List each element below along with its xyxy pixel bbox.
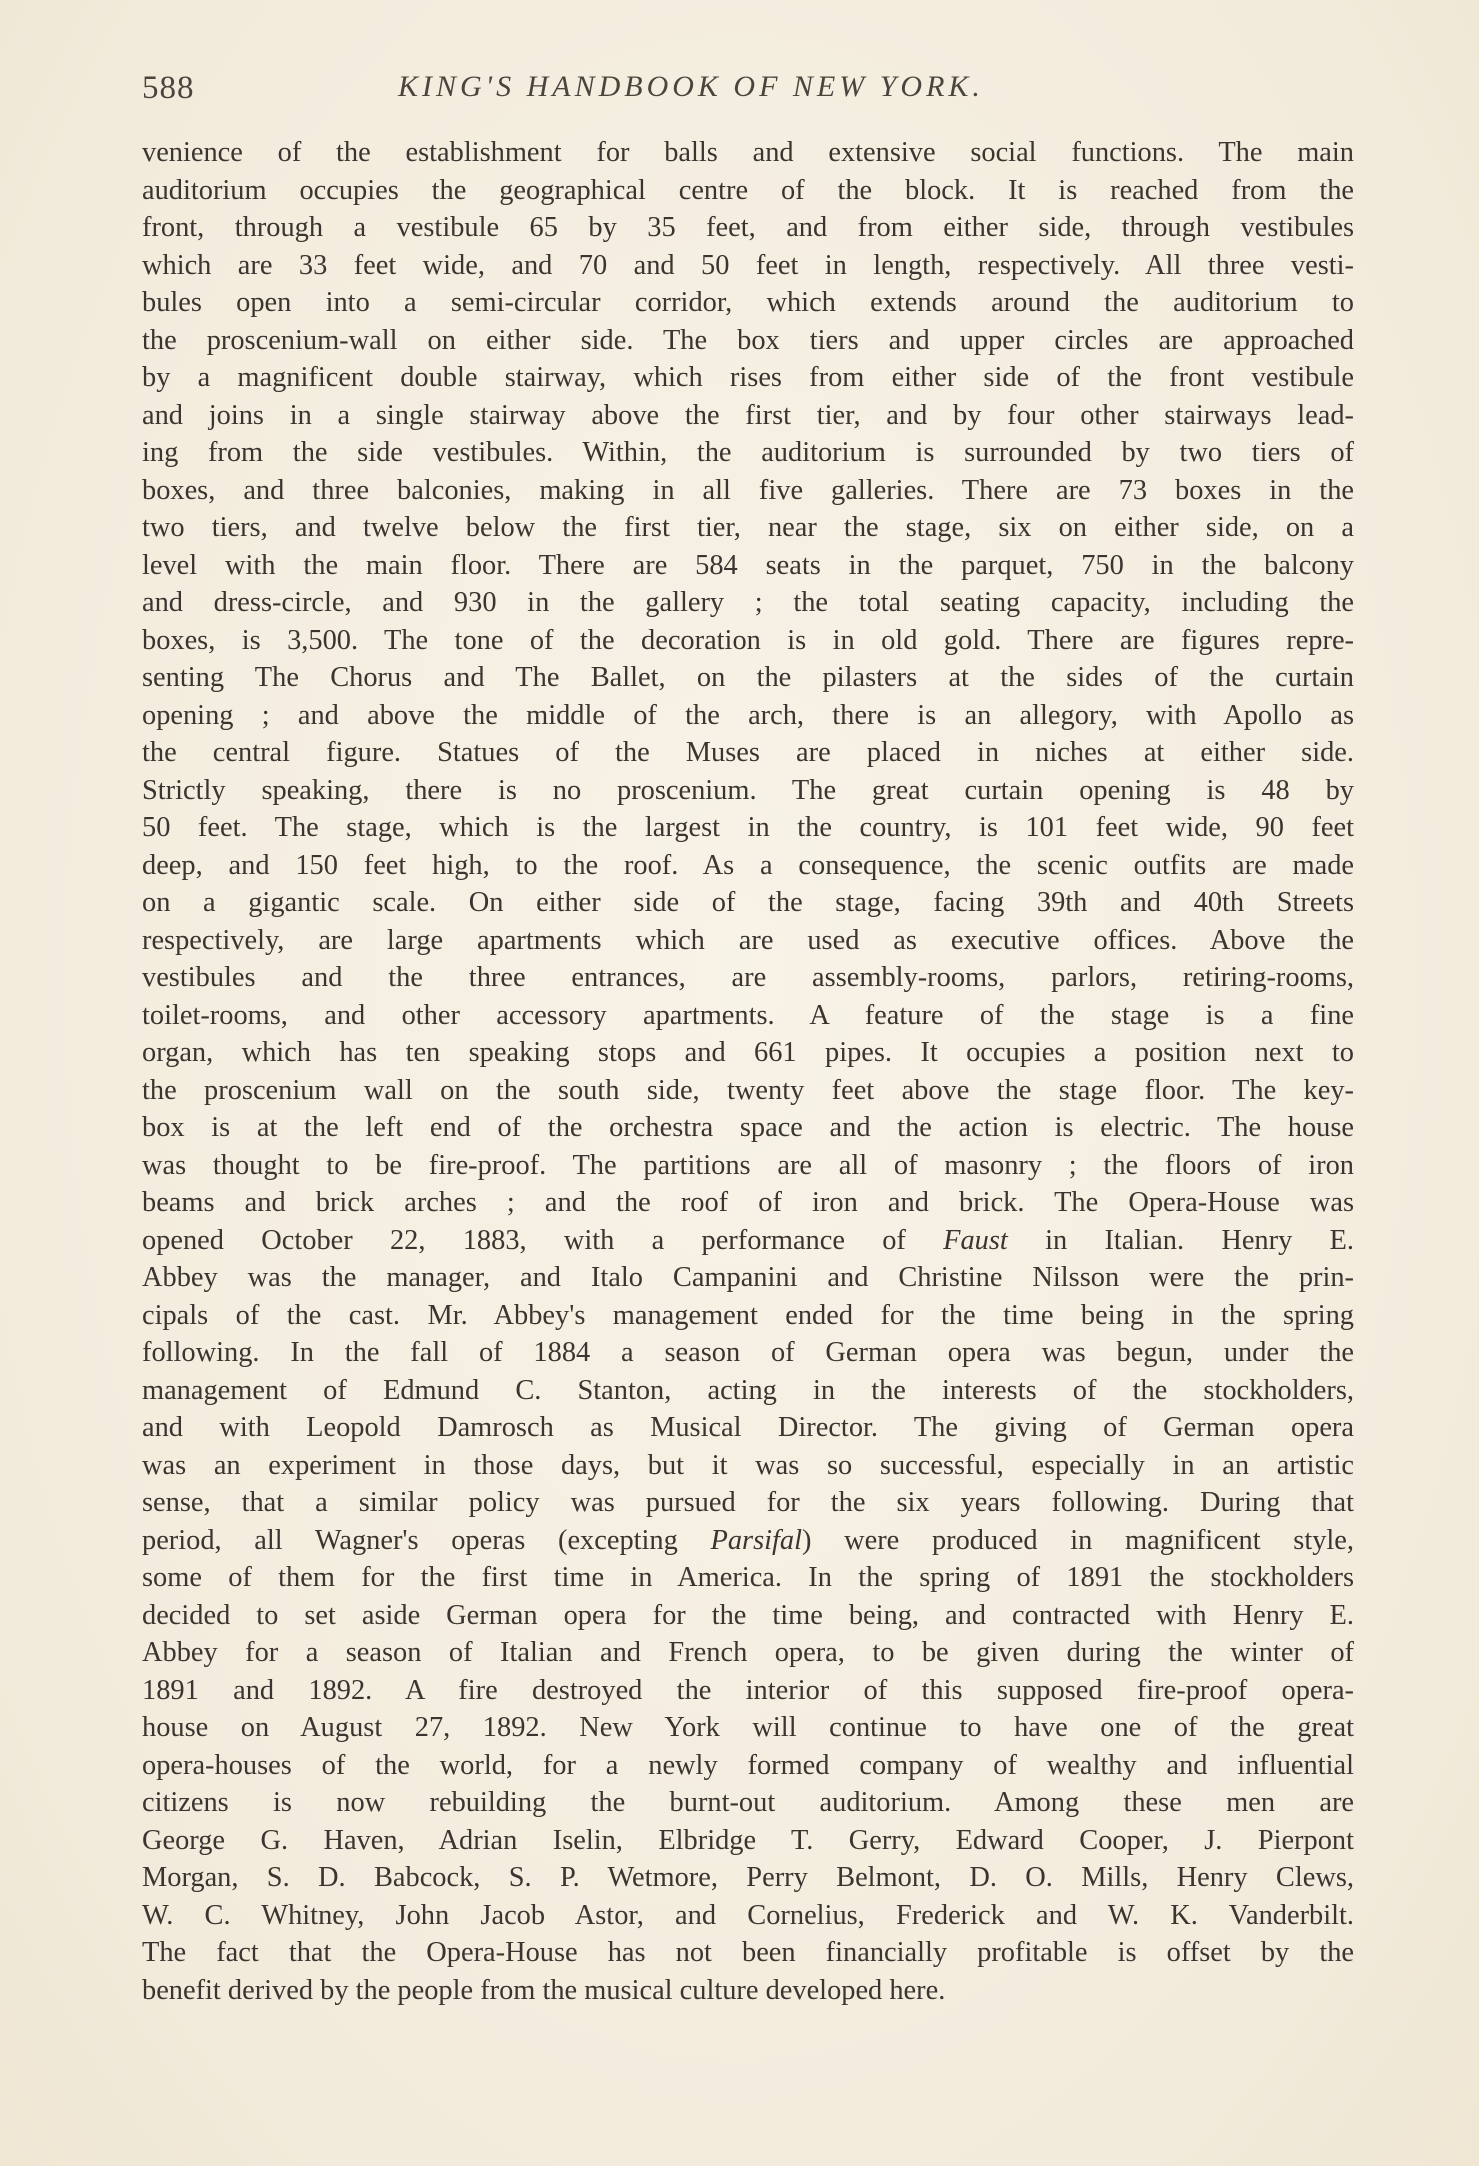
text-line: some of them for the first time in America. In the spring of 1891 the stockholders (142, 1562, 1354, 1593)
page-number: 588 (142, 70, 195, 106)
text-line: and with Leopold Damrosch as Musical Director. The giving of German opera (142, 1412, 1354, 1443)
text-line: beams and brick arches ; and the roof of iron and brick. The Opera-House was (142, 1187, 1354, 1218)
text-line: two tiers, and twelve below the first tier, near the stage, six on either side, on a (142, 512, 1354, 543)
text-line: was an experiment in those days, but it was so successful, especially in an artistic (142, 1449, 1354, 1481)
text-line: the proscenium wall on the south side, twenty feet above the stage floor. The key- (142, 1074, 1354, 1106)
text-line: The fact that the Opera-House has not been financially profitable is offset by the (142, 1937, 1354, 1968)
running-title: KING'S HANDBOOK OF NEW YORK. (398, 70, 984, 103)
text-line: decided to set aside German opera for the time being, and contracted with Henry E. (142, 1599, 1354, 1631)
text-line: George G. Haven, Adrian Iselin, Elbridge T. Gerry, Edward Cooper, J. Pierpont (142, 1824, 1354, 1856)
text-line: toilet-rooms, and other accessory apartments. A feature of the stage is a fine (142, 999, 1354, 1031)
text-line: and dress-circle, and 930 in the gallery ; the total seating capacity, including the (142, 587, 1354, 618)
body-text (142, 134, 1354, 2009)
text-line: opera-houses of the world, for a newly formed company of wealthy and influential (142, 1749, 1354, 1781)
text-line: venience of the establishment for balls and extensive social functions. The main (142, 137, 1354, 168)
text-line-parsifal: period, all Wagner's operas (excepting Parsifal) were produced in magnificent style, (142, 1524, 1354, 1556)
text-line: deep, and 150 feet high, to the roof. As a consequence, the scenic outfits are made (142, 849, 1354, 881)
text-line: 1891 and 1892. A fire destroyed the interior of this supposed fire-proof opera- (142, 1674, 1354, 1706)
text-line: benefit derived by the people from the musical culture developed here. (142, 1974, 946, 2006)
text-line: W. C. Whitney, John Jacob Astor, and Cornelius, Frederick and W. K. Vanderbilt. (142, 1899, 1354, 1931)
text-line: and joins in a single stairway above the first tier, and by four other stairways lead- (142, 399, 1354, 431)
text-line: Morgan, S. D. Babcock, S. P. Wetmore, Perry Belmont, D. O. Mills, Henry Clews, (142, 1862, 1354, 1893)
text-line: cipals of the cast. Mr. Abbey's management ended for the time being in the spring (142, 1299, 1354, 1331)
text-line: respectively, are large apartments which are used as executive offices. Above the (142, 924, 1354, 956)
text-line: opening ; and above the middle of the arch, there is an allegory, with Apollo as (142, 699, 1354, 731)
text-line: on a gigantic scale. On either side of the stage, facing 39th and 40th Streets (142, 887, 1354, 918)
text-line: ing from the side vestibules. Within, the auditorium is surrounded by two tiers of (142, 437, 1354, 468)
text-line: by a magnificent double stairway, which rises from either side of the front vestibule (142, 362, 1354, 393)
text-line: following. In the fall of 1884 a season of German opera was begun, under the (142, 1337, 1354, 1368)
text-line: level with the main floor. There are 584 seats in the parquet, 750 in the balcony (142, 549, 1354, 581)
text-line: boxes, is 3,500. The tone of the decoration is in old gold. There are figures repre- (142, 624, 1354, 656)
text-line: sense, that a similar policy was pursued for the six years following. During that (142, 1487, 1354, 1518)
text-line: Strictly speaking, there is no proscenium. The great curtain opening is 48 by (142, 774, 1354, 806)
text-line: box is at the left end of the orchestra space and the action is electric. The house (142, 1112, 1354, 1143)
text-line: Abbey was the manager, and Italo Campanini and Christine Nilsson were the prin- (142, 1262, 1354, 1293)
text-line: organ, which has ten speaking stops and 661 pipes. It occupies a position next to (142, 1037, 1354, 1068)
text-line: senting The Chorus and The Ballet, on the pilasters at the sides of the curtain (142, 662, 1354, 693)
text-line: 50 feet. The stage, which is the largest in the country, is 101 feet wide, 90 feet (142, 812, 1354, 843)
text-line: vestibules and the three entrances, are assembly-rooms, parlors, retiring-rooms, (142, 962, 1354, 993)
opera-title-parsifal: Parsifal (710, 1524, 802, 1556)
text-line: the central figure. Statues of the Muses are placed in niches at either side. (142, 737, 1354, 768)
text-line: boxes, and three balconies, making in all five galleries. There are 73 boxes in the (142, 474, 1354, 506)
opera-title-faust: Faust (943, 1224, 1008, 1256)
text-line: was thought to be fire-proof. The partitions are all of masonry ; the floors of iron (142, 1149, 1354, 1181)
paragraph-part-c (142, 1559, 1354, 2009)
paragraph-part-a (142, 134, 1354, 1222)
text-line: citizens is now rebuilding the burnt-out auditorium. Among these men are (142, 1787, 1354, 1818)
running-head (142, 66, 1354, 116)
paragraph-part-b (142, 1259, 1354, 1522)
text-line: front, through a vestibule 65 by 35 feet, and from either side, through vestibules (142, 212, 1354, 243)
text-line: auditorium occupies the geographical centre of the block. It is reached from the (142, 174, 1354, 206)
text-line: Abbey for a season of Italian and French opera, to be given during the winter of (142, 1637, 1354, 1668)
text-line: house on August 27, 1892. New York will continue to have one of the great (142, 1712, 1354, 1743)
text-line-faust: opened October 22, 1883, with a performance of Faust in Italian. Henry E. (142, 1224, 1354, 1256)
text-line: management of Edmund C. Stanton, acting in the interests of the stockholders, (142, 1374, 1354, 1406)
text-line: the proscenium-wall on either side. The box tiers and upper circles are approached (142, 324, 1354, 356)
text-line: bules open into a semi-circular corridor, which extends around the auditorium to (142, 287, 1354, 318)
text-line: which are 33 feet wide, and 70 and 50 feet in length, respectively. All three vesti- (142, 249, 1354, 281)
